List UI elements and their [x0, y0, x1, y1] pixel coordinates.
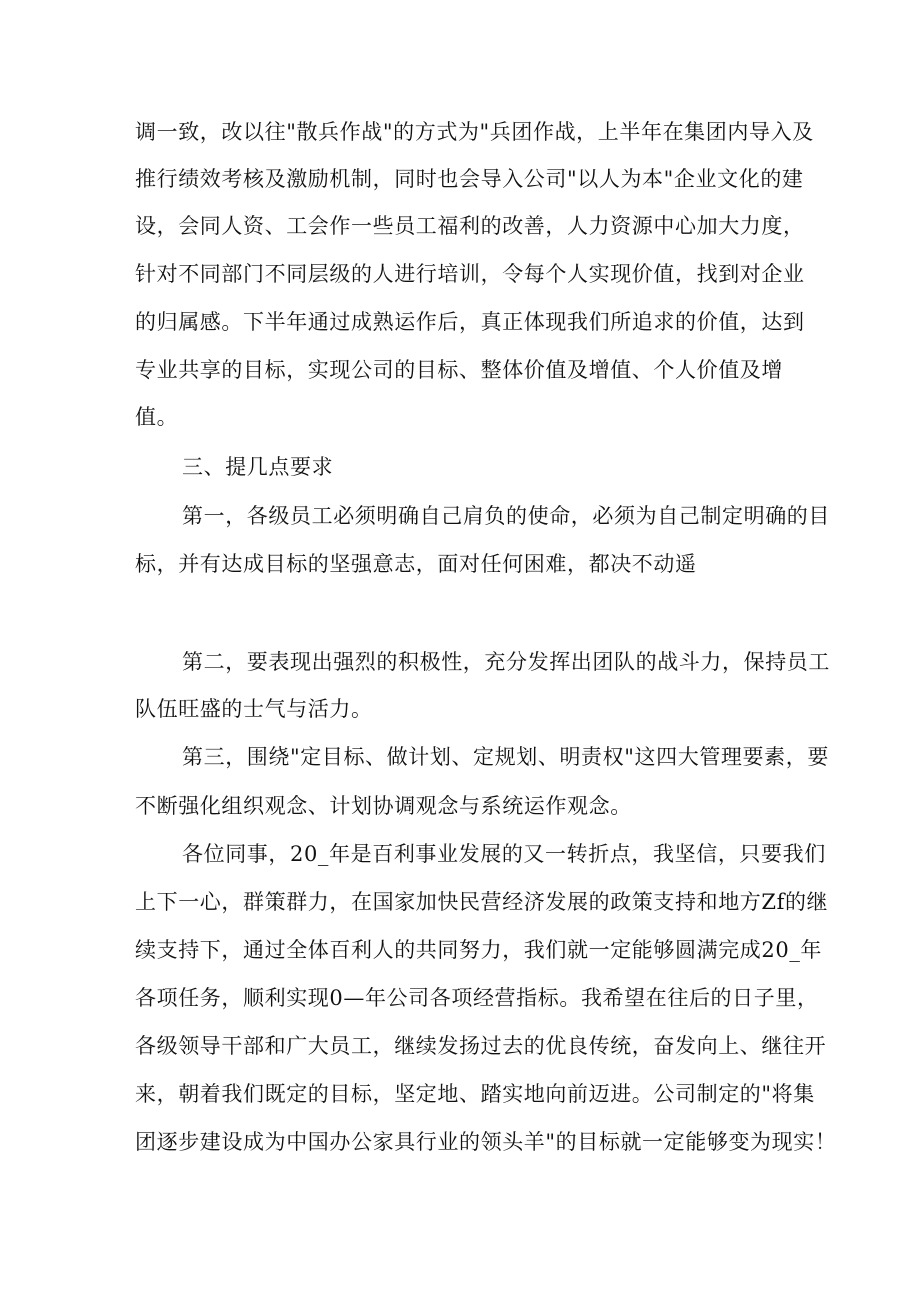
paragraph-5-line-7: 团逐步建设成为中国办公家具行业的领头羊"的目标就一定能够变为现实！: [135, 1130, 837, 1154]
paragraph-3-line-1: 第二，要表现出强烈的积极性，充分发挥出团队的战斗力，保持员工: [182, 650, 830, 674]
paragraph-1-line-1: 调一致，改以往"散兵作战"的方式为"兵团作战，上半年在集团内导入及: [135, 120, 814, 144]
paragraph-5-line-5: 各级领导干部和广大员工，继续发扬过去的优良传统，奋发向上、继往开: [135, 1034, 827, 1058]
paragraph-5-line-1: 各位同事，20_年是百利事业发展的又一转折点，我坚信，只要我们: [182, 842, 826, 866]
paragraph-5-line-2: 上下一心，群策群力，在国家加快民营经济发展的政策支持和地方Zf的继: [135, 890, 829, 914]
paragraph-5-line-3: 续支持下，通过全体百利人的共同努力，我们就一定能够圆满完成20_年: [135, 938, 823, 962]
paragraph-2-line-1: 第一，各级员工必须明确自己肩负的使命，必须为自己制定明确的目: [182, 504, 830, 528]
paragraph-4-line-2: 不断强化组织观念、计划协调观念与系统运作观念。: [135, 794, 632, 818]
paragraph-4-line-1: 第三，围绕"定目标、做计划、定规划、明责权"这四大管理要素，要: [182, 745, 829, 769]
paragraph-3-line-2: 队伍旺盛的士气与活力。: [135, 697, 373, 721]
paragraph-1-line-6: 专业共享的目标，实现公司的目标、整体价值及增值、个人价值及增: [135, 358, 783, 382]
paragraph-2-line-2: 标，并有达成目标的坚强意志，面对任何困难，都决不动遥: [135, 552, 697, 576]
paragraph-5-line-4: 各项任务，顺利实现0—年公司各项经营指标。我希望在往后的日子里，: [135, 986, 819, 1010]
paragraph-1-line-3: 设，会同人资、工会作一些员工福利的改善，人力资源中心加大力度，: [135, 214, 805, 238]
paragraph-1-line-2: 推行绩效考核及激励机制，同时也会导入公司"以人为本"企业文化的建: [135, 167, 804, 191]
paragraph-5-line-6: 来，朝着我们既定的目标，坚定地、踏实地向前迈进。公司制定的"将集: [135, 1082, 815, 1106]
paragraph-1-line-5: 的归属感。下半年通过成熟运作后，真正体现我们所追求的价值，达到: [135, 310, 805, 334]
section-heading: 三、提几点要求: [182, 455, 334, 479]
paragraph-1-line-7: 值。: [135, 405, 179, 429]
paragraph-1-line-4: 针对不同部门不同层级的人进行培训，令每个人实现价值，找到对企业: [135, 262, 805, 286]
